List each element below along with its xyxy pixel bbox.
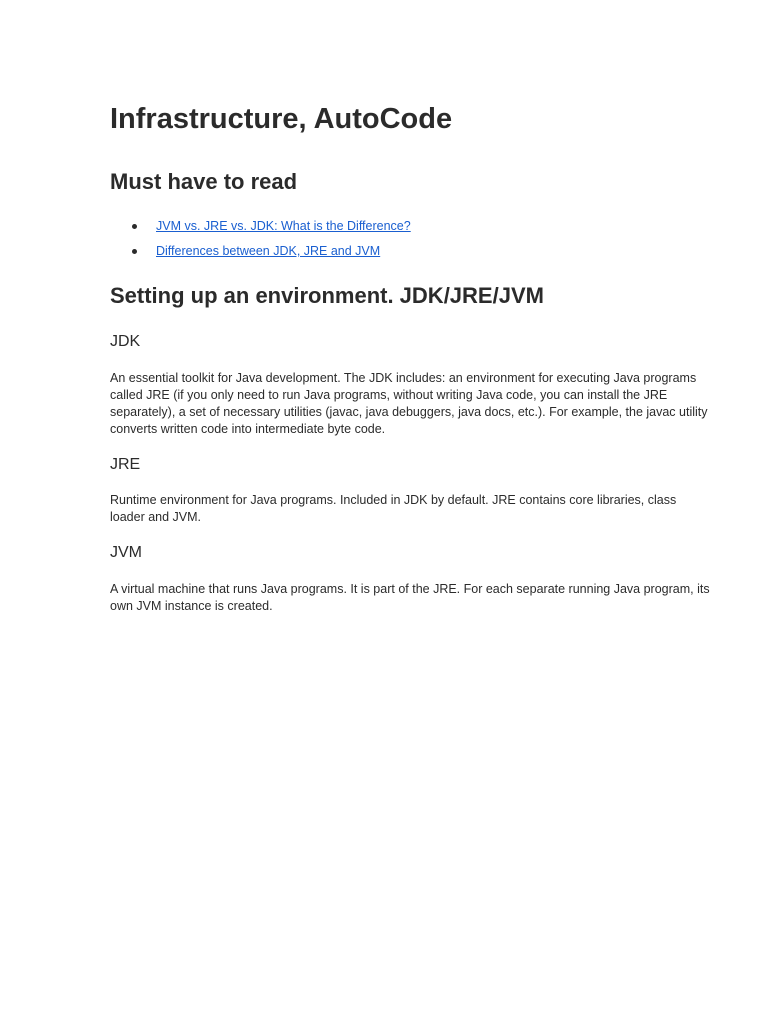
jvm-description: A virtual machine that runs Java programs. It is part of the JRE. For each separate running Java program, its own JVM instance is created.: [110, 582, 710, 613]
page-title: Infrastructure, AutoCode: [110, 103, 453, 135]
link-jvm-jre-jdk-difference[interactable]: JVM vs. JRE vs. JDK: What is the Difference?: [156, 219, 411, 233]
list-item: [110, 215, 411, 240]
list-item: [110, 240, 411, 265]
jvm-heading: JVM: [110, 544, 142, 561]
bullet-icon: [132, 249, 137, 254]
jdk-heading: JDK: [110, 333, 141, 350]
jre-heading: JRE: [110, 456, 141, 473]
bullet-icon: [132, 224, 137, 229]
environment-heading: Setting up an environment. JDK/JRE/JVM: [110, 283, 544, 308]
jre-description: Runtime environment for Java programs. Included in JDK by default. JRE contains core libraries, class loader and JVM.: [110, 493, 677, 524]
link-differences-jdk-jre-jvm[interactable]: Differences between JDK, JRE and JVM: [156, 244, 381, 258]
jdk-description: An essential toolkit for Java development. The JDK includes: an environment for executing Java programs called JRE (if you only need to run Java programs, without writing Java code, you can install the JRE separately), a set of necessary utilities (javac, java debuggers, java docs, etc.). For example, the javac utility converts written code into intermediate byte code.: [110, 371, 708, 436]
must-read-link-list: [110, 215, 411, 265]
must-read-heading: Must have to read: [110, 169, 298, 194]
